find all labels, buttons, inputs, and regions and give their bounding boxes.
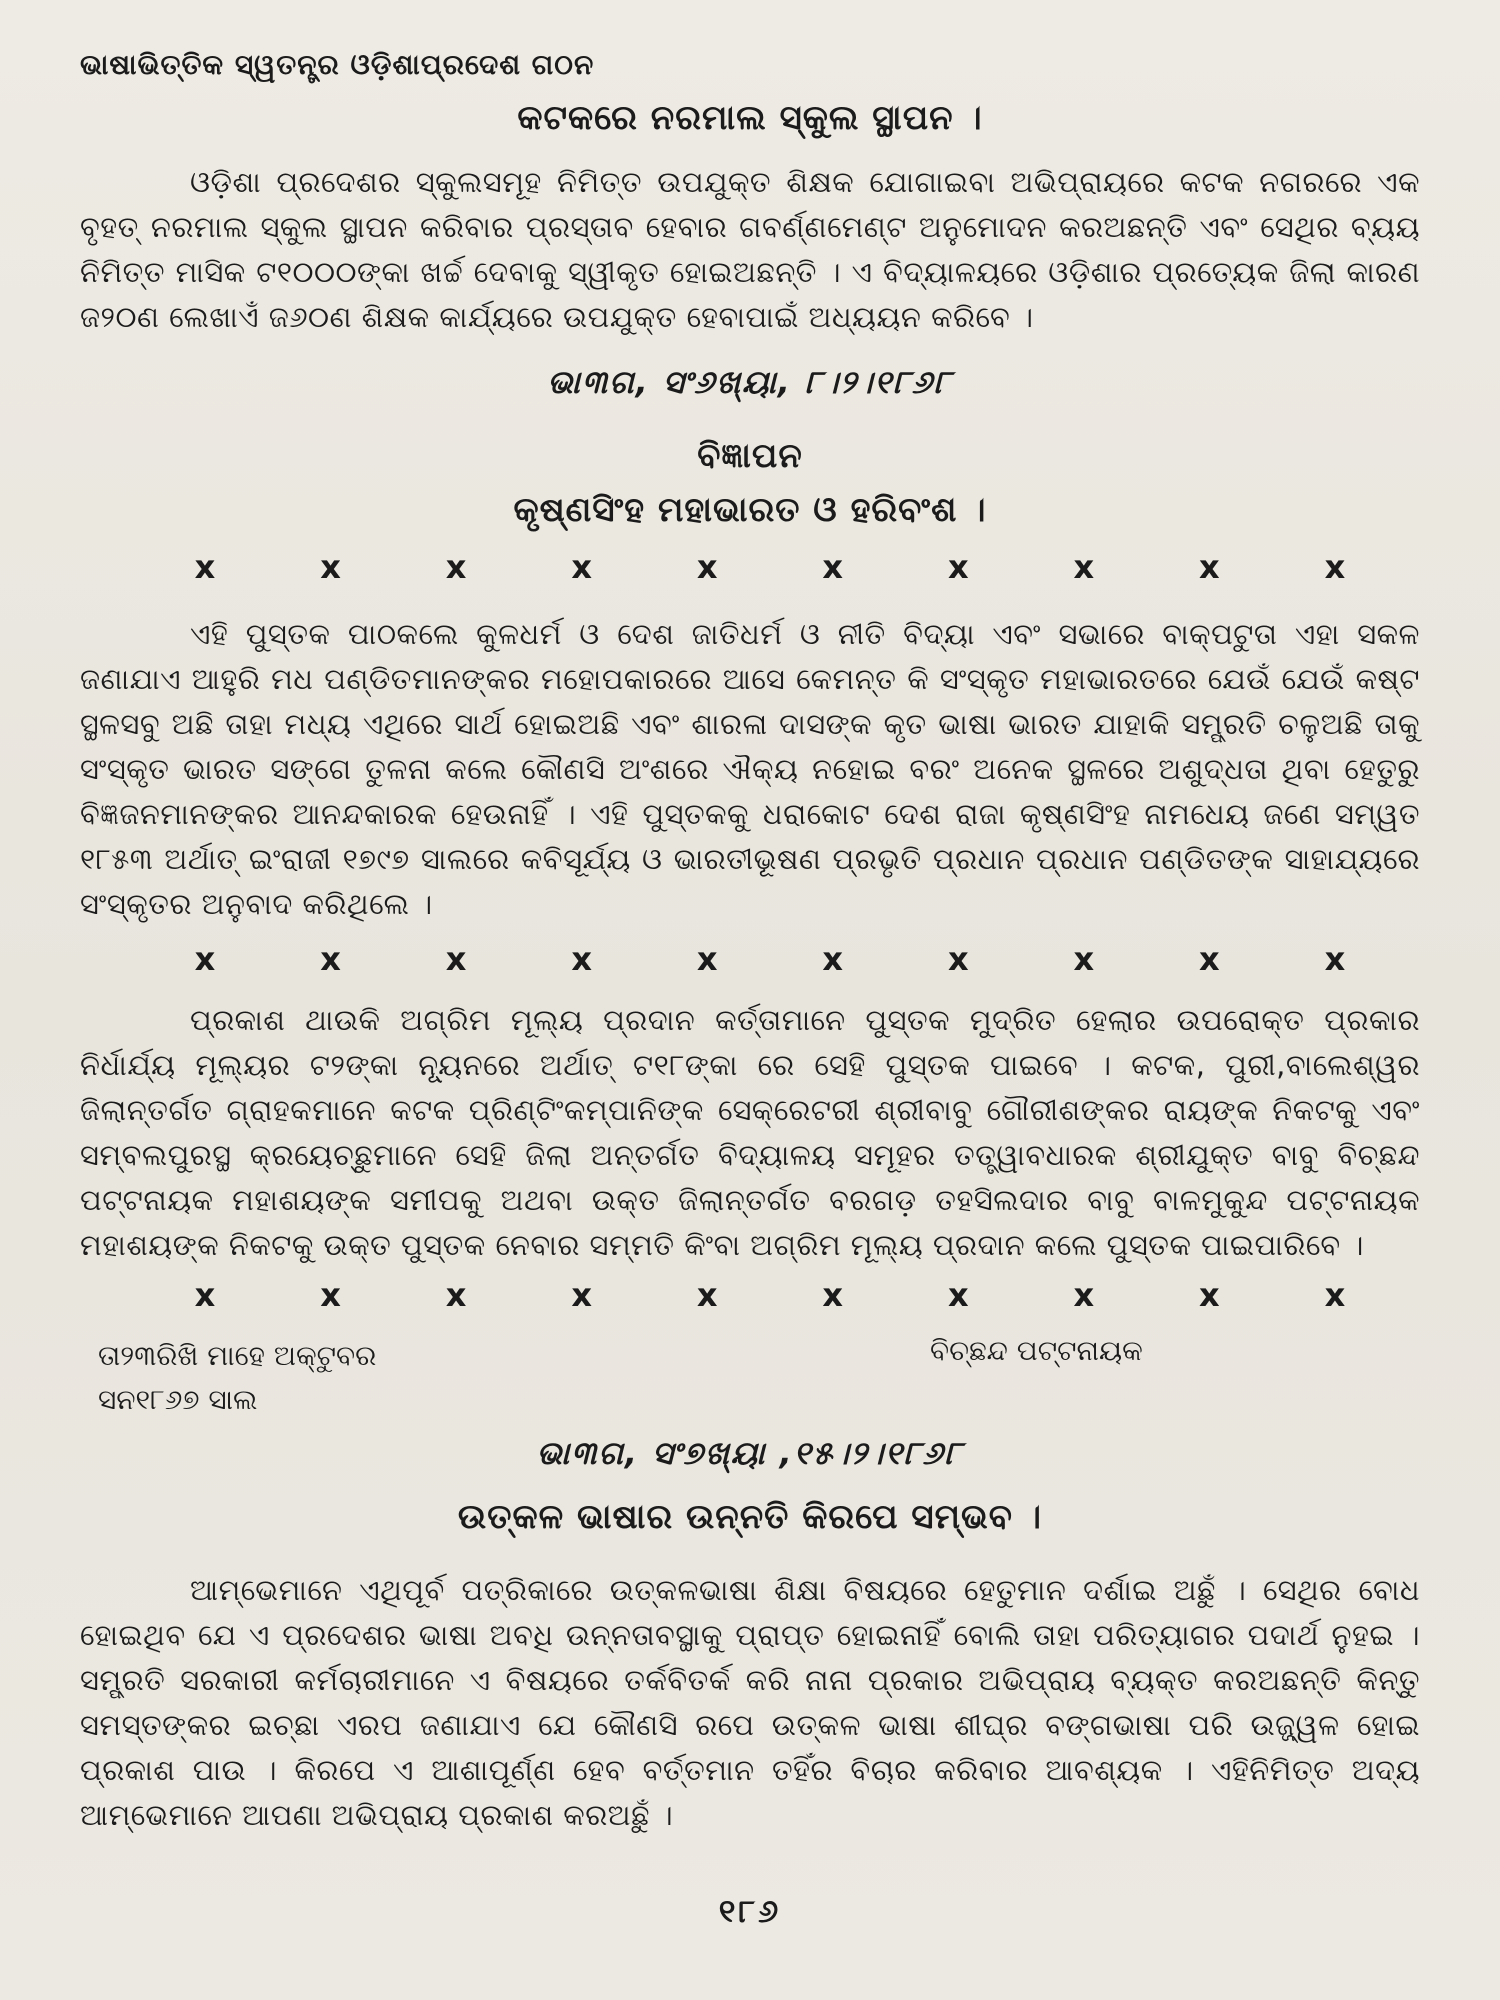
paragraph-price-notice: ପ୍ରକାଶ ଥାଉକି ଅଗ୍ରିମ ମୂଲ୍ୟ ପ୍ରଦାନ କର୍ତ୍ତାମାନେ ପୁସ୍ତକ ମୁଦ୍ରିତ ହେଲାର ଉପରୋକ୍ତ ପ୍ରକାର ନିର୍ଧାର୍ଯ୍ୟ ମୂଲ୍ୟର ଟ୨ଙ୍କା ନ୍ୟୂନରେ ଅର୍ଥାତ୍ ଟ୧୮ଙ୍କା ରେ ସେହି ପୁସ୍ତକ ପାଇବେ । କଟକ, ପୁରୀ,ବାଲେଶ୍ୱର ଜିଲାନ୍ତର୍ଗତ ଗ୍ରାହକମାନେ କଟକ ପ୍ରିଣ୍ଟିଂକମ୍ପାନିଙ୍କ ସେକ୍ରେଟରୀ ଶ୍ରୀବାବୁ ଗୌରୀଶଙ୍କର ରାୟଙ୍କ ନିକଟକୁ ଏବଂ ସମ୍ବଲପୁରସ୍ଥ କ୍ରୟେଚ୍ଛୁମାନେ ସେହି ଜିଲା ଅନ୍ତର୍ଗତ ବିଦ୍ୟାଳୟ ସମୂହର ତତ୍ତ୍ୱାବଧାରକ ଶ୍ରୀଯୁକ୍ତ ବାବୁ ବିଚ୍ଛନ୍ଦ ପଟ୍ଟନାୟକ ମହାଶୟଙ୍କ ସମୀପକୁ ଅଥବା ଉକ୍ତ ଜିଲାନ୍ତର୍ଗତ ବରଗଡ଼ ତହସିଲଦାର ବାବୁ ବାଳମୁକୁନ୍ଦ ପଟ୍ଟନାୟକ ମହାଶୟଙ୍କ ନିକଟକୁ ଉକ୍ତ ପୁସ୍ତକ ନେବାର ସମ୍ମତି କିଂବା ଅଗ୍ରିମ ମୂଲ୍ୟ ପ୍ରଦାନ କଲେ ପୁସ୍ତକ ପାଇପାରିବେ ।	[80, 1003, 1420, 1262]
advertisement-label: ବିଜ୍ଞାପନ	[697, 436, 803, 476]
separator-row-1	[180, 548, 1360, 586]
separator-mark: x	[320, 940, 341, 978]
running-head: ଭାଷାଭିତ୍ତିକ ସ୍ୱତନ୍ତ୍ର ଓଡ଼ିଶାପ୍ରଦେଶ ଗଠନ	[80, 48, 595, 81]
date-line-1: ତା୨୩ରିଖି ମାହେ ଅକ୍ଟୁବର	[98, 1339, 377, 1372]
separator-mark: x	[822, 548, 844, 586]
separator-mark: x	[696, 548, 718, 586]
citation-1: ଭା୩ଗ, ସଂ୬ଖ୍ୟା, ୮।୨।୧୮୬୮	[547, 363, 953, 401]
separator-mark: x	[571, 1276, 592, 1314]
separator-mark: x	[1324, 1276, 1346, 1314]
separator-mark: x	[194, 940, 216, 978]
separator-mark: x	[1324, 548, 1346, 586]
paragraph-mahabharata: ଏହି ପୁସ୍ତକ ପାଠକଲେ କୁଳଧର୍ମ ଓ ଦେଶ ଜାତିଧର୍ମ ଓ ନୀତି ବିଦ୍ୟା ଏବଂ ସଭାରେ ବାକ୍‌ପଟୁତା ଏହା ସକଳ ଜଣାଯାଏ ଆହୁରି ମଧ ପଣ୍ଡିତମାନଙ୍କର ମହୋପକାରରେ ଆସେ କେମନ୍ତ କି ସଂସ୍କୃତ ମହାଭାରତରେ ଯେଉଁ ଯେଉଁ କଷ୍ଟ ସ୍ଥଳସବୁ ଅଛି ତାହା ମଧ୍ୟ ଏଥିରେ ସାର୍ଥ ହୋଇଅଛି ଏବଂ ଶାରଳା ଦାସଙ୍କ କୃତ ଭାଷା ଭାରତ ଯାହାକି ସମ୍ପ୍ରତି ଚଳୁଅଛି ତାକୁ ସଂସ୍କୃତ ଭାରତ ସଙ୍ଗେ ତୁଳନା କଲେ କୌଣସି ଅଂଶରେ ଐକ୍ୟ ନହୋଇ ବରଂ ଅନେକ ସ୍ଥଳରେ ଅଶୁଦ୍ଧତା ଥିବା ହେତୁରୁ ବିଜ୍ଞଜନମାନଙ୍କର ଆନନ୍ଦକାରକ ହେଉନାହିଁ । ଏହି ପୁସ୍ତକକୁ ଧରାକୋଟ ଦେଶ ରାଜା କୃଷ୍ଣସିଂହ ନାମଧେୟ ଜଣେ ସମ୍ୱତ ୧୮୫୩ ଅର୍ଥାତ୍ ଇଂରାଜୀ ୧୭୯୭ ସାଲରେ କବିସୂର୍ଯ୍ୟ ଓ ଭାରତୀଭୂଷଣ ପ୍ରଭୃତି ପ୍ରଧାନ ପ୍ରଧାନ ପଣ୍ଡିତଙ୍କ ସାହାଯ୍ୟରେ ସଂସ୍କୃତର ଅନୁବାଦ କରିଥିଲେ ।	[80, 617, 1420, 921]
separator-mark: x	[947, 940, 969, 978]
separator-mark: x	[1073, 940, 1095, 978]
separator-mark: x	[445, 548, 467, 586]
paragraph-normal-school: ଓଡ଼ିଶା ପ୍ରଦେଶର ସ୍କୁଲସମୂହ ନିମିତ୍ତ ଉପଯୁକ୍ତ ଶିକ୍ଷକ ଯୋଗାଇବା ଅଭିପ୍ରାୟରେ କଟକ ନଗରରେ ଏକ ବୃହତ୍ ନରମାଲ ସ୍କୁଲ ସ୍ଥାପନ କରିବାର ପ୍ରସ୍ତାବ ହେବାର ଗବର୍ଣ୍ଣମେଣ୍ଟ ଅନୁମୋଦନ କରଅଛନ୍ତି ଏବଂ ସେଥିର ବ୍ୟୟ ନିମିତ୍ତ ମାସିକ ଟ୧୦୦୦ଙ୍କା ଖର୍ଚ୍ଚ ଦେବାକୁ ସ୍ୱୀକୃତ ହୋଇଅଛନ୍ତି । ଏ ବିଦ୍ୟାଳୟରେ ଓଡ଼ିଶାର ପ୍ରତ୍ୟେକ ଜିଲା କାରଣ ଜ୨୦ଣ ଲେଖାଏଁ ଜ୬୦ଣ ଶିକ୍ଷକ କାର୍ଯ୍ୟରେ ଉପଯୁକ୍ତ ହେବାପାଇଁ ଅଧ୍ୟୟନ କରିବେ ।	[80, 165, 1420, 334]
separator-mark: x	[1073, 548, 1095, 586]
separator-mark: x	[947, 548, 969, 586]
separator-mark: x	[696, 940, 718, 978]
separator-mark: x	[1199, 1276, 1220, 1314]
separator-mark: x	[445, 1276, 467, 1314]
separator-mark: x	[571, 940, 592, 978]
separator-mark: x	[194, 548, 216, 586]
separator-row-3	[180, 1276, 1360, 1314]
separator-mark: x	[1199, 548, 1220, 586]
page-number: ୧୮୬	[718, 1892, 782, 1930]
separator-mark: x	[1199, 940, 1220, 978]
paragraph-utkal-language: ଆମ୍ଭେମାନେ ଏଥିପୂର୍ବ ପତ୍ରିକାରେ ଉତ୍କଳଭାଷା ଶିକ୍ଷା ବିଷୟରେ ହେତୁମାନ ଦର୍ଶାଇ ଅଛୁଁ । ସେଥିର ବୋଧ ହୋଇଥିବ ଯେ ଏ ପ୍ରଦେଶର ଭାଷା ଅବଧି ଉନ୍ନତାବସ୍ଥାକୁ ପ୍ରାପ୍ତ ହୋଇନାହିଁ ବୋଲି ତାହା ପରିତ୍ୟାଗର ପଦାର୍ଥ ନୁହଇ । ସମ୍ପ୍ରତି ସରକାରୀ କର୍ମଚାରୀମାନେ ଏ ବିଷୟରେ ତର୍କବିତର୍କ କରି ନାନା ପ୍ରକାର ଅଭିପ୍ରାୟ ବ୍ୟକ୍ତ କରଅଛନ୍ତି କିନ୍ତୁ ସମସ୍ତଙ୍କର ଇଚ୍ଛା ଏରପ ଜଣାଯାଏ ଯେ କୌଣସି ରପେ ଉତ୍କଳ ଭାଷା ଶୀଘ୍ର ବଙ୍ଗଭାଷା ପରି ଉଜ୍ଜ୍ୱଳ ହୋଇ ପ୍ରକାଶ ପାଉ । କିରପେ ଏ ଆଶାପୂର୍ଣ୍ଣ ହେବ ବର୍ତ୍ତମାନ ତହିଁର ବିଚାର କରିବାର ଆବଶ୍ୟକ । ଏହିନିମିତ୍ତ ଅଦ୍ୟ ଆମ୍ଭେମାନେ ଆପଣା ଅଭିପ୍ରାୟ ପ୍ରକାଶ କରଅଛୁଁ ।	[80, 1573, 1420, 1832]
section-heading-utkal-language: ଉତ୍କଳ ଭାଷାର ଉନ୍ନତି କିରପେ ସମ୍ଭବ ।	[457, 1497, 1043, 1537]
date-line	[98, 1334, 376, 1422]
separator-mark: x	[1324, 940, 1346, 978]
signatory: ବିଚ୍ଛନ୍ଦ ପଟ୍ଟନାୟକ	[930, 1334, 1143, 1367]
separator-mark: x	[320, 548, 341, 586]
citation-2: ଭା୩ଗ, ସଂ୭ଖ୍ୟା ,୧୫।୨।୧୮୬୮	[536, 1434, 964, 1472]
separator-row-2	[180, 940, 1360, 978]
separator-mark: x	[822, 1276, 844, 1314]
date-line-2: ସନ୧୮୬୭ ସାଲ	[98, 1383, 258, 1416]
separator-mark: x	[696, 1276, 718, 1314]
separator-mark: x	[445, 940, 467, 978]
separator-mark: x	[947, 1276, 969, 1314]
separator-mark: x	[194, 1276, 216, 1314]
separator-mark: x	[822, 940, 844, 978]
section-heading-normal-school: କଟକରେ ନରମାଲ ସ୍କୁଲ ସ୍ଥାପନ ।	[517, 98, 983, 138]
separator-mark: x	[320, 1276, 341, 1314]
separator-mark: x	[571, 548, 592, 586]
separator-mark: x	[1073, 1276, 1095, 1314]
section-heading-mahabharata: କୃଷ୍ଣସିଂହ ମହାଭାରତ ଓ ହରିବଂଶ ।	[513, 490, 987, 530]
